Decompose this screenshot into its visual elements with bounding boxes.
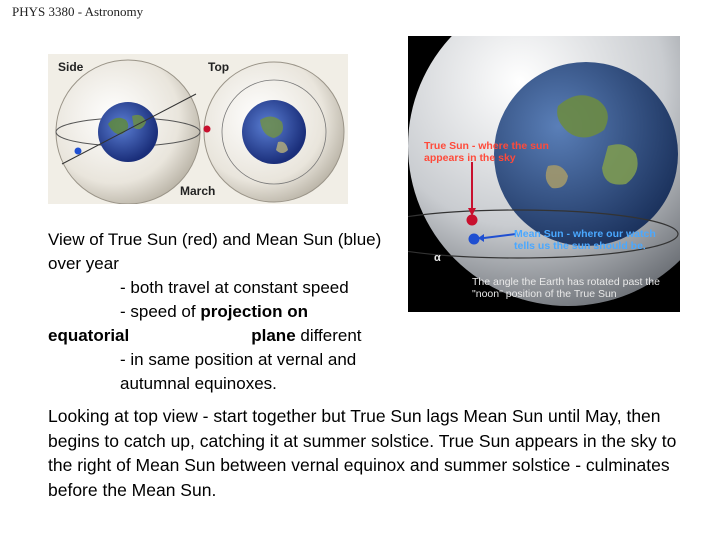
- true-mean-sun-illustration: [408, 36, 680, 312]
- intro-text: View of True Sun (red) and Mean Sun (blue) over year: [48, 230, 382, 273]
- bullet-projection-speed: [48, 300, 408, 324]
- earth-side: [98, 102, 158, 162]
- label-top: Top: [208, 60, 230, 74]
- label-side: Side: [58, 60, 84, 74]
- celestial-sphere-illustration: [48, 54, 348, 204]
- sun-motion-description: [48, 228, 408, 396]
- true-sun-marker: [467, 215, 478, 226]
- bullet2-part-e: different: [295, 326, 362, 345]
- mean-sun-dot-side: [75, 148, 82, 155]
- mean-sun-annotation: Mean Sun - where our watch tells us the sun should be.: [514, 228, 656, 252]
- top-view-explanation: Looking at top view - start together but True Sun lags Mean Sun until May, then begins to catch up, catching it at summer solstice. True Sun appears in the sky to the right of Mean Sun between vernal equinox and summer solstice - culminates before the Mean Sun.: [48, 406, 677, 500]
- bullet-constant-speed: - both travel at constant speed: [120, 278, 349, 297]
- bullet2-part-d: plane: [251, 326, 296, 345]
- side-top-view-figure: [48, 54, 348, 204]
- bullet2-part-a: - speed of: [120, 302, 201, 321]
- true-mean-sun-figure: [408, 36, 680, 312]
- true-sun-dot-top: [204, 126, 211, 133]
- true-sun-annotation: True Sun - where the sun appears in the sky: [424, 140, 549, 164]
- label-march: March: [180, 184, 216, 198]
- mean-sun-marker: [469, 234, 480, 245]
- bullet2-part-b: projection on: [200, 302, 308, 321]
- page-header: PHYS 3380 - Astronomy: [12, 4, 144, 19]
- bullet2-part-c: equatorial: [48, 326, 130, 345]
- bullet-equinoxes: - in same position at vernal and autumnal equinoxes.: [120, 350, 357, 393]
- angle-symbol: α: [434, 252, 441, 264]
- angle-caption: The angle the Earth has rotated past the "noon" position of the True Sun: [472, 276, 660, 300]
- bullet-projection-speed-continued: [48, 324, 408, 348]
